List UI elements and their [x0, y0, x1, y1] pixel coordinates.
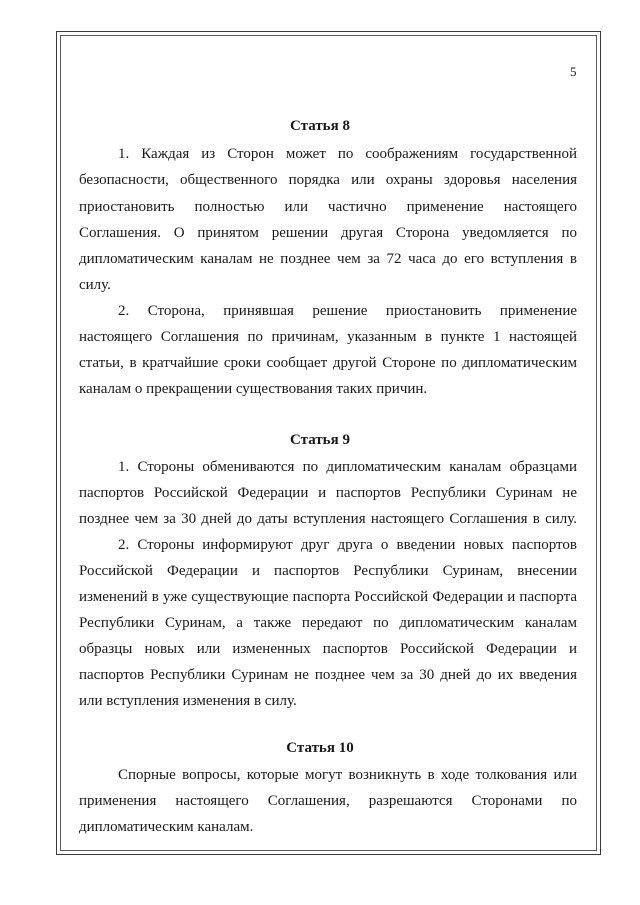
article-9-line: Республики Суринам, а также передают по дипломатическим каналам — [79, 615, 577, 631]
article-8-line: статьи, в кратчайшие сроки сообщает другой Стороне по дипломатическим — [79, 355, 577, 371]
page-number: 5 — [570, 64, 577, 79]
article-8-line: 2. Сторона, принявшая решение приостановить применение — [118, 303, 577, 319]
article-9-line: Российской Федерации и паспортов Республики Суринам, внесении — [79, 563, 577, 579]
article-9-line: 1. Стороны обмениваются по дипломатическим каналам образцами — [118, 459, 577, 475]
article-8-line: приостановить полностью или частично применение настоящего — [79, 199, 577, 215]
article-10-line: Спорные вопросы, которые могут возникнуть в ходе толкования или — [118, 767, 577, 783]
article-9-line: изменений в уже существующие паспорта Российской Федерации и паспорта — [79, 589, 577, 605]
article-8-line: 1. Каждая из Сторон может по соображениям государственной — [118, 146, 577, 162]
article-9-line: 2. Стороны информируют друг друга о введении новых паспортов — [118, 537, 577, 553]
article-10-line: применения настоящего Соглашения, разрешаются Сторонами по — [79, 793, 577, 809]
article-8-line: силу. — [79, 277, 111, 293]
article-8-line: Соглашения. О принятом решении другая Сторона уведомляется по — [79, 225, 577, 241]
article-9-line: позднее чем за 30 дней до даты вступления настоящего Соглашения в силу. — [79, 511, 577, 527]
article-9-heading: Статья 9 — [290, 432, 350, 448]
article-9-line: образцы новых или измененных паспортов Российской Федерации и — [79, 641, 577, 657]
article-9-line: или вступления изменения в силу. — [79, 693, 297, 709]
article-10-heading: Статья 10 — [286, 740, 354, 756]
article-9-line: паспортов Российской Федерации и паспортов Республики Суринам не — [79, 485, 577, 501]
article-8-line: безопасности, общественного порядка или охраны здоровья населения — [79, 172, 577, 188]
article-10-line: дипломатическим каналам. — [79, 819, 254, 835]
article-8-line: каналам о прекращении существования таких причин. — [79, 381, 428, 397]
article-8-line: настоящего Соглашения по причинам, указанным в пункте 1 настоящей — [79, 329, 577, 345]
article-8-line: дипломатическим каналам не позднее чем за 72 часа до его вступления в — [79, 251, 577, 267]
article-8-heading: Статья 8 — [290, 118, 350, 134]
article-9-line: паспортов Республики Суринам не позднее чем за 30 дней до их введения — [79, 667, 577, 683]
